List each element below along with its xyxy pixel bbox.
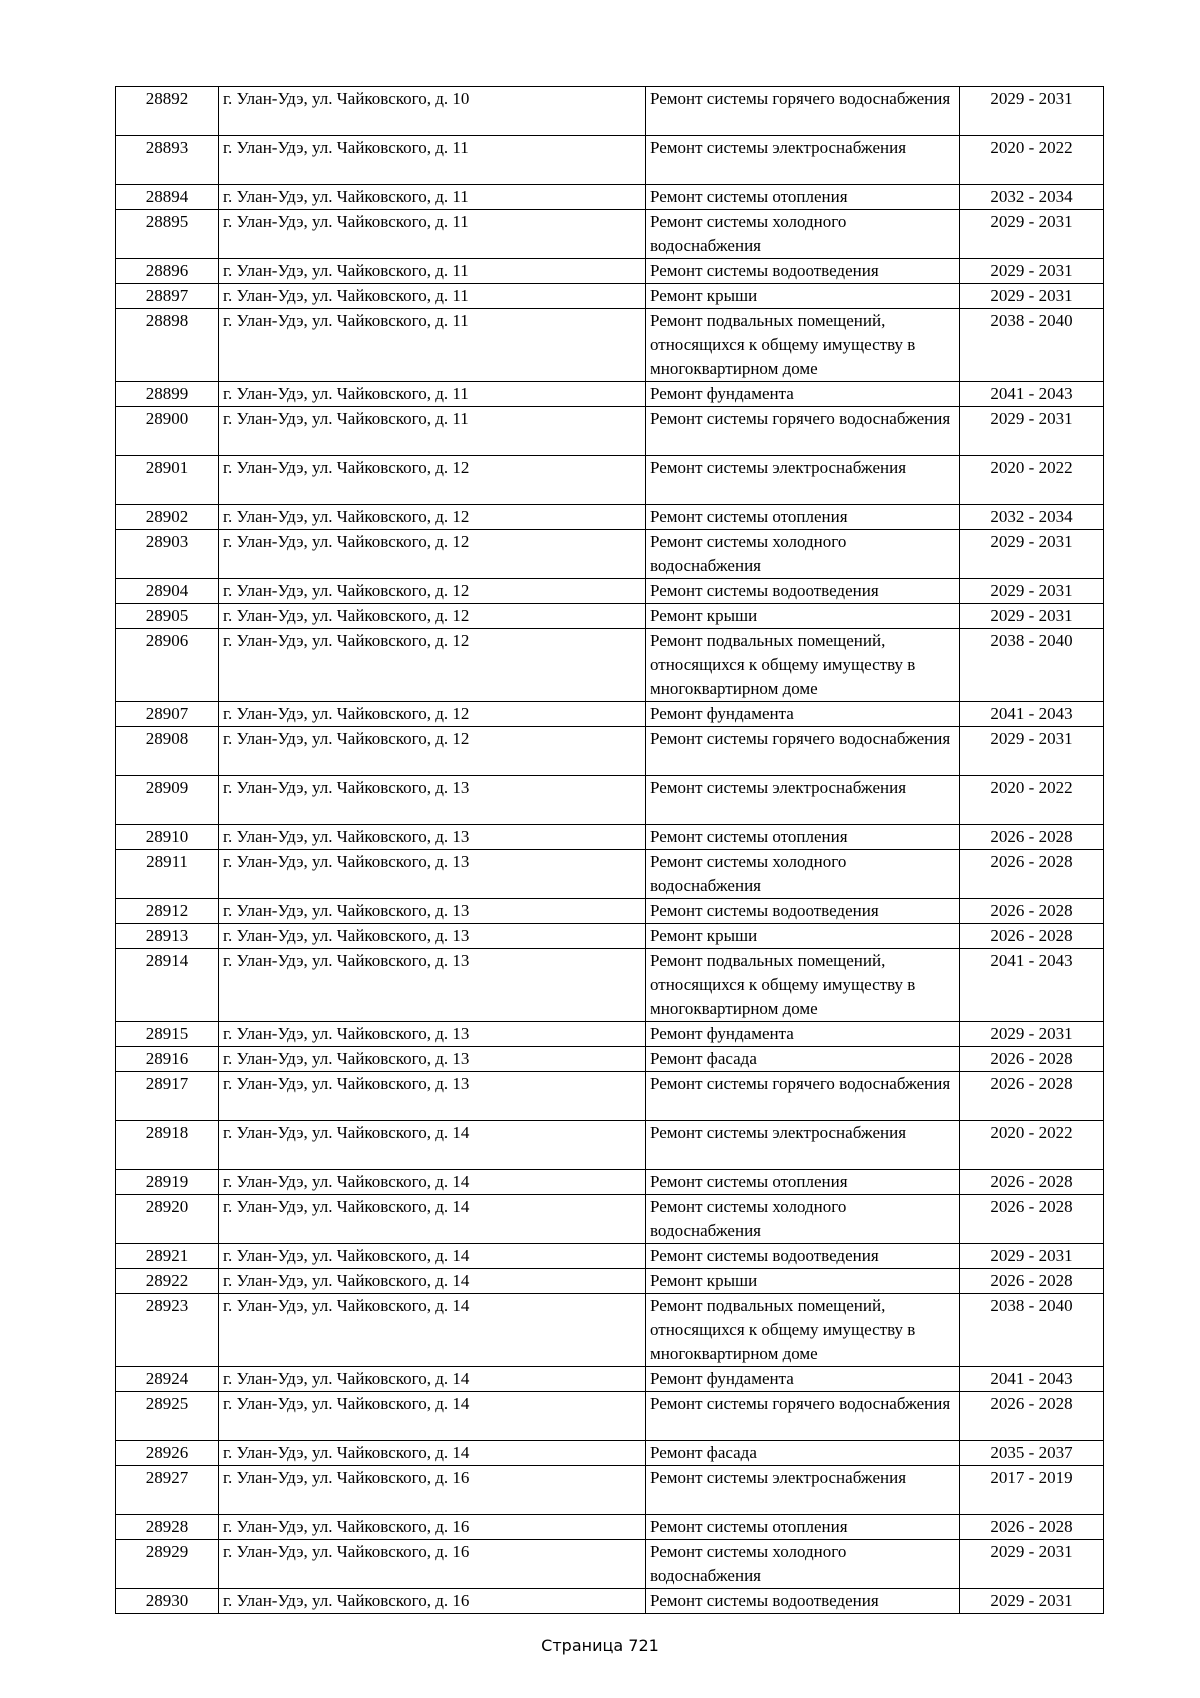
work-type-cell: Ремонт системы электроснабжения <box>646 1121 960 1170</box>
period-cell: 2029 - 2031 <box>960 87 1104 136</box>
period-cell: 2032 - 2034 <box>960 185 1104 210</box>
address-cell: г. Улан-Удэ, ул. Чайковского, д. 14 <box>219 1392 646 1441</box>
period-cell: 2032 - 2034 <box>960 505 1104 530</box>
row-number-cell: 28914 <box>116 949 219 1022</box>
address-cell: г. Улан-Удэ, ул. Чайковского, д. 11 <box>219 259 646 284</box>
work-type-cell: Ремонт системы электроснабжения <box>646 456 960 505</box>
work-type-cell: Ремонт системы холодного водоснабжения <box>646 1195 960 1244</box>
row-number-cell: 28923 <box>116 1294 219 1367</box>
address-cell: г. Улан-Удэ, ул. Чайковского, д. 13 <box>219 850 646 899</box>
table-row <box>116 899 1104 924</box>
table-row <box>116 505 1104 530</box>
period-cell: 2026 - 2028 <box>960 850 1104 899</box>
address-cell: г. Улан-Удэ, ул. Чайковского, д. 14 <box>219 1121 646 1170</box>
address-cell: г. Улан-Удэ, ул. Чайковского, д. 12 <box>219 505 646 530</box>
work-type-cell: Ремонт системы горячего водоснабжения <box>646 1392 960 1441</box>
address-cell: г. Улан-Удэ, ул. Чайковского, д. 12 <box>219 629 646 702</box>
address-cell: г. Улан-Удэ, ул. Чайковского, д. 12 <box>219 702 646 727</box>
work-type-cell: Ремонт фундамента <box>646 702 960 727</box>
table-row <box>116 1466 1104 1515</box>
row-number-cell: 28925 <box>116 1392 219 1441</box>
period-cell: 2029 - 2031 <box>960 530 1104 579</box>
row-number-cell: 28899 <box>116 382 219 407</box>
address-cell: г. Улан-Удэ, ул. Чайковского, д. 12 <box>219 456 646 505</box>
period-cell: 2026 - 2028 <box>960 1269 1104 1294</box>
work-type-cell: Ремонт системы горячего водоснабжения <box>646 727 960 776</box>
address-cell: г. Улан-Удэ, ул. Чайковского, д. 14 <box>219 1441 646 1466</box>
address-cell: г. Улан-Удэ, ул. Чайковского, д. 14 <box>219 1244 646 1269</box>
period-cell: 2029 - 2031 <box>960 727 1104 776</box>
table-row <box>116 604 1104 629</box>
work-type-cell: Ремонт системы холодного водоснабжения <box>646 1540 960 1589</box>
period-cell: 2029 - 2031 <box>960 1589 1104 1614</box>
period-cell: 2026 - 2028 <box>960 1392 1104 1441</box>
period-cell: 2026 - 2028 <box>960 1515 1104 1540</box>
work-type-cell: Ремонт крыши <box>646 284 960 309</box>
work-type-cell: Ремонт фасада <box>646 1441 960 1466</box>
row-number-cell: 28901 <box>116 456 219 505</box>
work-type-cell: Ремонт системы отопления <box>646 185 960 210</box>
period-cell: 2026 - 2028 <box>960 899 1104 924</box>
row-number-cell: 28894 <box>116 185 219 210</box>
row-number-cell: 28902 <box>116 505 219 530</box>
row-number-cell: 28927 <box>116 1466 219 1515</box>
work-type-cell: Ремонт фундамента <box>646 1367 960 1392</box>
address-cell: г. Улан-Удэ, ул. Чайковского, д. 14 <box>219 1367 646 1392</box>
address-cell: г. Улан-Удэ, ул. Чайковского, д. 11 <box>219 309 646 382</box>
row-number-cell: 28893 <box>116 136 219 185</box>
table-row <box>116 1294 1104 1367</box>
table-row <box>116 136 1104 185</box>
row-number-cell: 28895 <box>116 210 219 259</box>
row-number-cell: 28926 <box>116 1441 219 1466</box>
address-cell: г. Улан-Удэ, ул. Чайковского, д. 11 <box>219 284 646 309</box>
table-row <box>116 185 1104 210</box>
row-number-cell: 28907 <box>116 702 219 727</box>
work-type-cell: Ремонт системы горячего водоснабжения <box>646 1072 960 1121</box>
table-row <box>116 629 1104 702</box>
table-row <box>116 1047 1104 1072</box>
address-cell: г. Улан-Удэ, ул. Чайковского, д. 14 <box>219 1269 646 1294</box>
work-type-cell: Ремонт системы холодного водоснабжения <box>646 850 960 899</box>
row-number-cell: 28909 <box>116 776 219 825</box>
work-type-cell: Ремонт фасада <box>646 1047 960 1072</box>
table-row <box>116 1121 1104 1170</box>
row-number-cell: 28921 <box>116 1244 219 1269</box>
period-cell: 2029 - 2031 <box>960 604 1104 629</box>
period-cell: 2026 - 2028 <box>960 1047 1104 1072</box>
row-number-cell: 28915 <box>116 1022 219 1047</box>
address-cell: г. Улан-Удэ, ул. Чайковского, д. 13 <box>219 825 646 850</box>
table-row <box>116 530 1104 579</box>
period-cell: 2026 - 2028 <box>960 1195 1104 1244</box>
work-type-cell: Ремонт крыши <box>646 604 960 629</box>
period-cell: 2029 - 2031 <box>960 210 1104 259</box>
row-number-cell: 28897 <box>116 284 219 309</box>
period-cell: 2029 - 2031 <box>960 579 1104 604</box>
period-cell: 2017 - 2019 <box>960 1466 1104 1515</box>
table-row <box>116 1170 1104 1195</box>
work-type-cell: Ремонт подвальных помещений, относящихся к общему имуществу в многоквартирном доме <box>646 309 960 382</box>
address-cell: г. Улан-Удэ, ул. Чайковского, д. 11 <box>219 136 646 185</box>
table-row <box>116 1195 1104 1244</box>
work-type-cell: Ремонт системы отопления <box>646 1170 960 1195</box>
address-cell: г. Улан-Удэ, ул. Чайковского, д. 14 <box>219 1195 646 1244</box>
address-cell: г. Улан-Удэ, ул. Чайковского, д. 11 <box>219 382 646 407</box>
table-row <box>116 1441 1104 1466</box>
work-type-cell: Ремонт системы водоотведения <box>646 259 960 284</box>
work-type-cell: Ремонт подвальных помещений, относящихся к общему имуществу в многоквартирном доме <box>646 629 960 702</box>
period-cell: 2038 - 2040 <box>960 1294 1104 1367</box>
row-number-cell: 28922 <box>116 1269 219 1294</box>
row-number-cell: 28910 <box>116 825 219 850</box>
table-body <box>116 87 1104 1614</box>
row-number-cell: 28912 <box>116 899 219 924</box>
table-row <box>116 702 1104 727</box>
work-type-cell: Ремонт системы холодного водоснабжения <box>646 210 960 259</box>
table-row <box>116 1022 1104 1047</box>
page-number: Страница 721 <box>541 1636 659 1655</box>
table-row <box>116 949 1104 1022</box>
work-type-cell: Ремонт крыши <box>646 1269 960 1294</box>
table-row <box>116 87 1104 136</box>
row-number-cell: 28930 <box>116 1589 219 1614</box>
row-number-cell: 28905 <box>116 604 219 629</box>
period-cell: 2029 - 2031 <box>960 1022 1104 1047</box>
period-cell: 2026 - 2028 <box>960 1072 1104 1121</box>
period-cell: 2038 - 2040 <box>960 629 1104 702</box>
period-cell: 2029 - 2031 <box>960 1244 1104 1269</box>
table-row <box>116 309 1104 382</box>
work-type-cell: Ремонт фундамента <box>646 1022 960 1047</box>
work-type-cell: Ремонт системы водоотведения <box>646 899 960 924</box>
address-cell: г. Улан-Удэ, ул. Чайковского, д. 12 <box>219 604 646 629</box>
address-cell: г. Улан-Удэ, ул. Чайковского, д. 11 <box>219 210 646 259</box>
table-row <box>116 284 1104 309</box>
row-number-cell: 28904 <box>116 579 219 604</box>
row-number-cell: 28913 <box>116 924 219 949</box>
table-row <box>116 259 1104 284</box>
period-cell: 2029 - 2031 <box>960 284 1104 309</box>
work-type-cell: Ремонт системы электроснабжения <box>646 1466 960 1515</box>
row-number-cell: 28908 <box>116 727 219 776</box>
repair-schedule-table <box>115 86 1104 1614</box>
table-row <box>116 1269 1104 1294</box>
table-row <box>116 1367 1104 1392</box>
period-cell: 2020 - 2022 <box>960 456 1104 505</box>
period-cell: 2026 - 2028 <box>960 825 1104 850</box>
address-cell: г. Улан-Удэ, ул. Чайковского, д. 10 <box>219 87 646 136</box>
table-row <box>116 1515 1104 1540</box>
period-cell: 2041 - 2043 <box>960 382 1104 407</box>
address-cell: г. Улан-Удэ, ул. Чайковского, д. 16 <box>219 1515 646 1540</box>
work-type-cell: Ремонт системы отопления <box>646 505 960 530</box>
address-cell: г. Улан-Удэ, ул. Чайковского, д. 13 <box>219 899 646 924</box>
address-cell: г. Улан-Удэ, ул. Чайковского, д. 11 <box>219 407 646 456</box>
table-row <box>116 407 1104 456</box>
row-number-cell: 28892 <box>116 87 219 136</box>
row-number-cell: 28924 <box>116 1367 219 1392</box>
address-cell: г. Улан-Удэ, ул. Чайковского, д. 12 <box>219 579 646 604</box>
work-type-cell: Ремонт системы отопления <box>646 1515 960 1540</box>
period-cell: 2035 - 2037 <box>960 1441 1104 1466</box>
address-cell: г. Улан-Удэ, ул. Чайковского, д. 16 <box>219 1589 646 1614</box>
row-number-cell: 28918 <box>116 1121 219 1170</box>
table-row <box>116 1589 1104 1614</box>
address-cell: г. Улан-Удэ, ул. Чайковского, д. 13 <box>219 776 646 825</box>
period-cell: 2029 - 2031 <box>960 407 1104 456</box>
table-row <box>116 1244 1104 1269</box>
period-cell: 2041 - 2043 <box>960 702 1104 727</box>
row-number-cell: 28896 <box>116 259 219 284</box>
address-cell: г. Улан-Удэ, ул. Чайковского, д. 13 <box>219 924 646 949</box>
period-cell: 2038 - 2040 <box>960 309 1104 382</box>
address-cell: г. Улан-Удэ, ул. Чайковского, д. 16 <box>219 1466 646 1515</box>
address-cell: г. Улан-Удэ, ул. Чайковского, д. 13 <box>219 1022 646 1047</box>
row-number-cell: 28917 <box>116 1072 219 1121</box>
table-row <box>116 924 1104 949</box>
period-cell: 2029 - 2031 <box>960 259 1104 284</box>
table-row <box>116 850 1104 899</box>
table-row <box>116 727 1104 776</box>
table-row <box>116 1072 1104 1121</box>
period-cell: 2041 - 2043 <box>960 949 1104 1022</box>
work-type-cell: Ремонт системы электроснабжения <box>646 776 960 825</box>
work-type-cell: Ремонт системы горячего водоснабжения <box>646 87 960 136</box>
period-cell: 2041 - 2043 <box>960 1367 1104 1392</box>
period-cell: 2026 - 2028 <box>960 1170 1104 1195</box>
row-number-cell: 28898 <box>116 309 219 382</box>
work-type-cell: Ремонт системы электроснабжения <box>646 136 960 185</box>
work-type-cell: Ремонт крыши <box>646 924 960 949</box>
address-cell: г. Улан-Удэ, ул. Чайковского, д. 12 <box>219 530 646 579</box>
address-cell: г. Улан-Удэ, ул. Чайковского, д. 16 <box>219 1540 646 1589</box>
address-cell: г. Улан-Удэ, ул. Чайковского, д. 13 <box>219 1047 646 1072</box>
period-cell: 2020 - 2022 <box>960 136 1104 185</box>
address-cell: г. Улан-Удэ, ул. Чайковского, д. 11 <box>219 185 646 210</box>
period-cell: 2026 - 2028 <box>960 924 1104 949</box>
work-type-cell: Ремонт фундамента <box>646 382 960 407</box>
work-type-cell: Ремонт системы холодного водоснабжения <box>646 530 960 579</box>
address-cell: г. Улан-Удэ, ул. Чайковского, д. 12 <box>219 727 646 776</box>
row-number-cell: 28919 <box>116 1170 219 1195</box>
period-cell: 2029 - 2031 <box>960 1540 1104 1589</box>
table-row <box>116 382 1104 407</box>
address-cell: г. Улан-Удэ, ул. Чайковского, д. 13 <box>219 1072 646 1121</box>
work-type-cell: Ремонт системы горячего водоснабжения <box>646 407 960 456</box>
table-row <box>116 579 1104 604</box>
address-cell: г. Улан-Удэ, ул. Чайковского, д. 14 <box>219 1294 646 1367</box>
address-cell: г. Улан-Удэ, ул. Чайковского, д. 14 <box>219 1170 646 1195</box>
table-row <box>116 1540 1104 1589</box>
row-number-cell: 28900 <box>116 407 219 456</box>
table-row <box>116 1392 1104 1441</box>
row-number-cell: 28929 <box>116 1540 219 1589</box>
period-cell: 2020 - 2022 <box>960 1121 1104 1170</box>
address-cell: г. Улан-Удэ, ул. Чайковского, д. 13 <box>219 949 646 1022</box>
work-type-cell: Ремонт системы водоотведения <box>646 579 960 604</box>
work-type-cell: Ремонт системы водоотведения <box>646 1589 960 1614</box>
work-type-cell: Ремонт подвальных помещений, относящихся к общему имуществу в многоквартирном доме <box>646 1294 960 1367</box>
table-row <box>116 456 1104 505</box>
work-type-cell: Ремонт системы водоотведения <box>646 1244 960 1269</box>
table-row <box>116 825 1104 850</box>
period-cell: 2020 - 2022 <box>960 776 1104 825</box>
row-number-cell: 28906 <box>116 629 219 702</box>
work-type-cell: Ремонт подвальных помещений, относящихся к общему имуществу в многоквартирном доме <box>646 949 960 1022</box>
table-row <box>116 210 1104 259</box>
row-number-cell: 28916 <box>116 1047 219 1072</box>
table-row <box>116 776 1104 825</box>
row-number-cell: 28928 <box>116 1515 219 1540</box>
row-number-cell: 28903 <box>116 530 219 579</box>
work-type-cell: Ремонт системы отопления <box>646 825 960 850</box>
row-number-cell: 28920 <box>116 1195 219 1244</box>
row-number-cell: 28911 <box>116 850 219 899</box>
